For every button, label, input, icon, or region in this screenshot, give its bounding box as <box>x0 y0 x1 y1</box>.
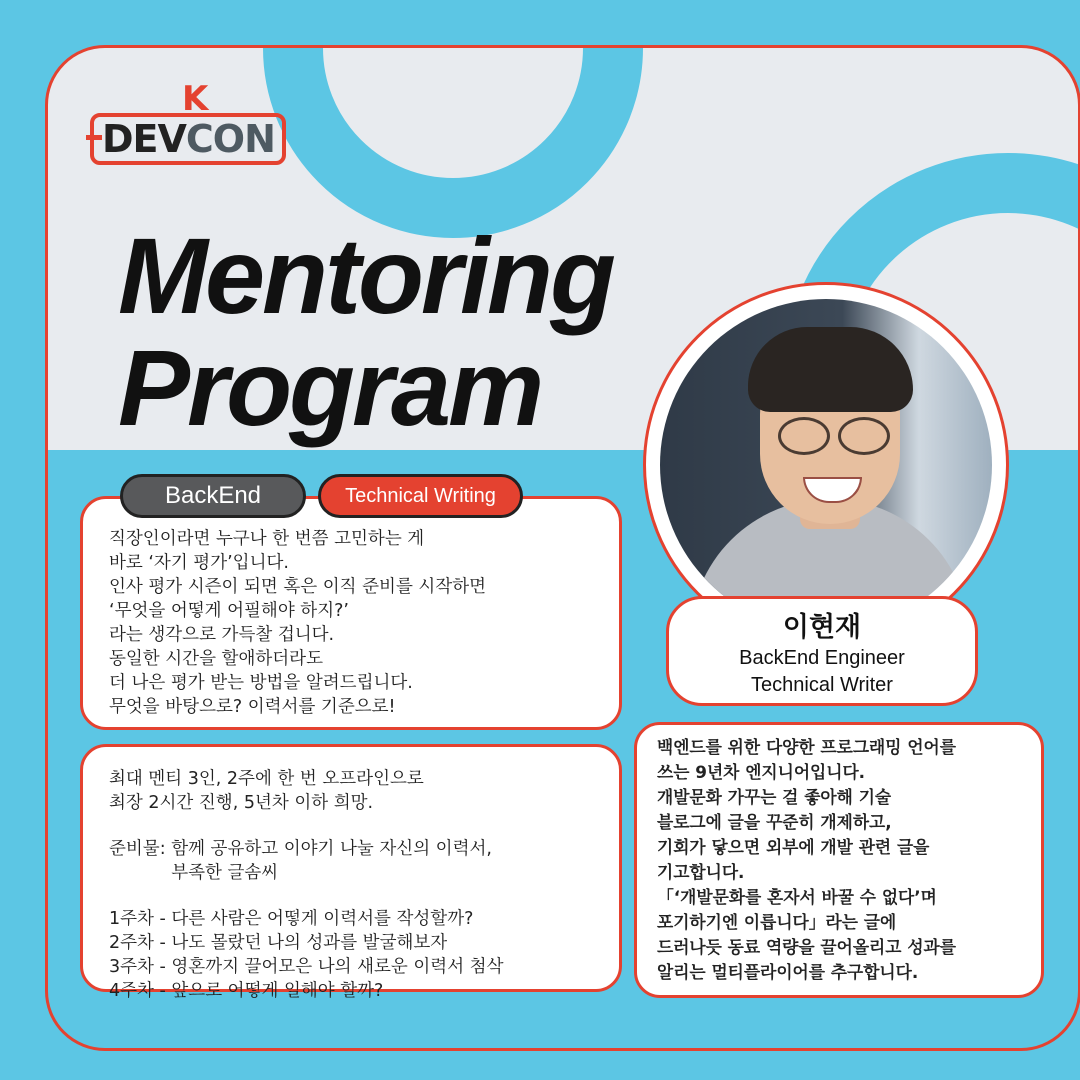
intro-line: 직장인이라면 누구나 한 번쯤 고민하는 게 <box>109 529 425 549</box>
bio-line: 포기하기엔 이릅니다」라는 글에 <box>657 912 897 932</box>
bio-line: 알리는 멀티플라이어를 추구합니다. <box>657 962 919 982</box>
mentor-role: BackEnd Engineer <box>739 647 905 669</box>
week-item: 4주차 - 앞으로 어떻게 일해야 할까? <box>109 981 384 1001</box>
intro-box <box>80 496 622 730</box>
intro-line: 더 나은 평가 받는 방법을 알려드립니다. <box>109 673 413 693</box>
intro-line: 바로 ‘자기 평가’입니다. <box>109 553 289 573</box>
bio-line: 블로그에 글을 꾸준히 개제하고, <box>657 812 892 832</box>
logo-dev: DEV <box>102 117 186 161</box>
program-info-line: 최대 멘티 3인, 2주에 한 번 오프라인으로 <box>109 769 424 789</box>
program-info-line: 최장 2시간 진행, 5년차 이하 희망. <box>109 793 374 813</box>
bio-line: 기회가 닿으면 외부에 개발 관련 글을 <box>657 837 930 857</box>
bio-line: 「‘개발문화를 혼자서 바꿀 수 없다’며 <box>657 887 937 907</box>
mentor-role: Technical Writer <box>751 674 893 696</box>
intro-line: 동일한 시간을 할애하더라도 <box>109 649 323 669</box>
prep-block <box>109 837 619 885</box>
bio-line: 백엔드를 위한 다양한 프로그래밍 언어를 <box>657 737 956 757</box>
portrait-glasses-right <box>838 417 890 455</box>
intro-line: 무엇을 바탕으로? 이력서를 기준으로! <box>109 697 396 717</box>
tag-backend: BackEnd <box>120 474 306 518</box>
logo-wordmark <box>102 116 275 162</box>
prep-line: 함께 공유하고 이야기 나눌 자신의 이력서, <box>171 839 492 859</box>
portrait-glasses-left <box>778 417 830 455</box>
intro-line: 라는 생각으로 가득찰 겁니다. <box>109 625 335 645</box>
decor-ring-top <box>263 45 643 238</box>
prep-label: 준비물: <box>109 839 172 859</box>
logo-k: K <box>182 79 209 119</box>
prep-line: 부족한 글솜씨 <box>171 863 279 883</box>
intro-line: 인사 평가 시즌이 되면 혹은 이직 준비를 시작하면 <box>109 577 487 597</box>
bio-line: 드러나듯 동료 역량을 끌어올리고 성과를 <box>657 937 956 957</box>
portrait-icon <box>660 299 992 631</box>
bio-line: 기고합니다. <box>657 862 745 882</box>
mentor-bio-box <box>634 722 1044 998</box>
mentor-photo <box>643 282 1009 648</box>
devcon-logo <box>90 79 290 173</box>
bio-line: 쓰는 9년차 엔지니어입니다. <box>657 762 866 782</box>
mentor-name: 이현재 <box>782 612 862 643</box>
logo-dash <box>86 135 102 140</box>
title-line-1: Mentoring <box>118 215 613 336</box>
bio-line: 개발문화 가꾸는 걸 좋아해 기술 <box>657 787 892 807</box>
intro-line: ‘무엇을 어떻게 어필해야 하지?’ <box>109 601 349 621</box>
program-box <box>80 744 622 1001</box>
title-line-2: Program <box>118 327 542 448</box>
tag-technical-writing: Technical Writing <box>318 474 523 518</box>
week-item: 3주차 - 영혼까지 끌어모은 나의 새로운 이력서 첨삭 <box>109 957 504 977</box>
mentor-name-card <box>666 596 978 706</box>
logo-con: CON <box>185 117 275 161</box>
page-title <box>118 215 678 448</box>
portrait-hair <box>748 327 913 412</box>
week-item: 1주차 - 다른 사람은 어떻게 이력서를 작성할까? <box>109 909 474 929</box>
week-item: 2주차 - 나도 몰랐던 나의 성과를 발굴해보자 <box>109 933 448 953</box>
